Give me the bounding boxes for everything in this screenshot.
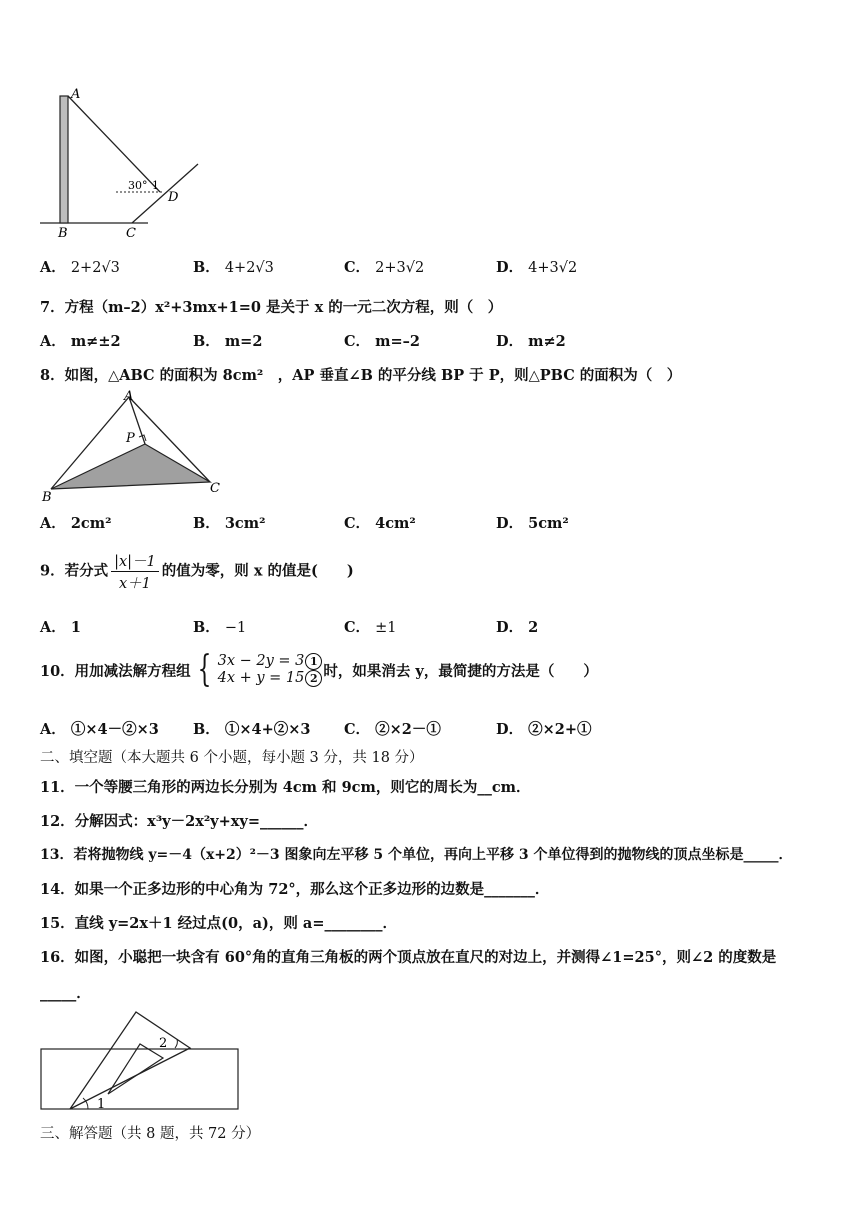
q6-option-a: A． 2+2√3 [40, 259, 120, 276]
q7-option-d: D． m≠2 [496, 333, 566, 350]
q8-label-b: B [42, 490, 52, 504]
q16-text-line2: _____． [40, 985, 91, 1002]
q10-option-c: C． ②×2－① [344, 721, 441, 738]
q9-denominator: x＋1 [118, 576, 151, 592]
q13-text: 13．若将抛物线 y=－4（x+2）²－3 图象向左平移 5 个单位，再向上平移 3 个单位得到的抛物线的顶点坐标是_____． [40, 847, 793, 863]
q16-label-1: 1 [97, 1097, 106, 1112]
q8-label-c: C [210, 481, 220, 496]
q6-option-b: B． 4+2√3 [193, 259, 274, 276]
q16-figure [38, 1010, 243, 1114]
q9-option-b: B． −1 [193, 619, 247, 636]
q9-numerator: |x|－1 [111, 550, 159, 572]
q8-option-c: C． 4cm² [344, 515, 416, 532]
q9-option-d: D． 2 [496, 619, 539, 636]
q6-label-b: B [58, 226, 68, 241]
q8-option-a: A． 2cm² [40, 515, 112, 532]
section2-heading: 二、填空题（本大题共 6 个小题，每小题 3 分，共 18 分） [40, 750, 424, 766]
q7-option-b: B． m=2 [193, 333, 263, 350]
q10-option-d: D． ②×2+① [496, 721, 592, 738]
q8-figure [40, 386, 230, 504]
q8-option-d: D． 5cm² [496, 515, 569, 532]
q8-label-p: P [126, 431, 135, 446]
q7-text: 7．方程（m–2）x²+3mx+1=0 是关于 x 的一元二次方程，则（ ） [40, 299, 503, 316]
q6-label-c: C [126, 226, 136, 241]
q10-suffix: 时，如果消去 y，最简捷的方法是（ ） [323, 662, 598, 680]
q6-label-a: A [71, 87, 81, 102]
q6-option-d: D． 4+3√2 [496, 259, 578, 276]
q9-option-a: A． 1 [40, 619, 81, 636]
q8-label-a: A [124, 389, 134, 404]
q6-label-angle: 30° [128, 179, 148, 192]
q16-label-2: 2 [159, 1036, 168, 1051]
q6-option-c: C． 2+3√2 [344, 259, 425, 276]
q10-brace: { [197, 649, 212, 690]
q10-eq1: 3x − 2y = 3 1 [218, 653, 324, 670]
q8-option-b: B． 3cm² [193, 515, 266, 532]
q15-text: 15．直线 y=2x＋1 经过点(0，a)，则 a=________． [40, 915, 397, 932]
q7-option-c: C． m=–2 [344, 333, 420, 350]
q6-figure [38, 84, 208, 244]
q10-eq2: 4x + y = 15 2 [218, 670, 324, 687]
q11-text: 11．一个等腰三角形的两边长分别为 4cm 和 9cm，则它的周长为__cm． [40, 779, 531, 796]
q10-prefix: 10．用加减法解方程组 [40, 662, 191, 680]
q14-text: 14．如果一个正多边形的中心角为 72°，那么这个正多边形的边数是_______． [40, 881, 550, 898]
q10-option-a: A． ①×4－②×3 [40, 721, 159, 738]
q9-text [40, 550, 354, 593]
q9-suffix: 的值为零，则 x 的值是( ) [161, 562, 354, 580]
q8-text: 8．如图，△ABC 的面积为 8cm² ，AP 垂直∠B 的平分线 BP 于 P，则△PBC 的面积为（ ） [40, 367, 682, 384]
section3-heading: 三、解答题（共 8 题，共 72 分） [40, 1126, 261, 1142]
q9-fraction [111, 550, 159, 593]
q10-system [218, 653, 324, 687]
q7-option-a: A． m≠±2 [40, 333, 121, 350]
q12-text: 12．分解因式：x³y－2x²y+xy=______． [40, 813, 318, 830]
q9-option-c: C． ±1 [344, 619, 397, 636]
q6-label-d: D [168, 190, 179, 205]
q10-text [40, 650, 598, 690]
q16-text-line1: 16．如图，小聪把一块含有 60°角的直角三角板的两个顶点放在直尺的对边上，并测得∠1=25°，则∠2 的度数是 [40, 949, 777, 966]
q6-label-one: 1 [152, 179, 159, 192]
q9-prefix: 9．若分式 [40, 562, 109, 580]
q10-option-b: B． ①×4+②×3 [193, 721, 311, 738]
